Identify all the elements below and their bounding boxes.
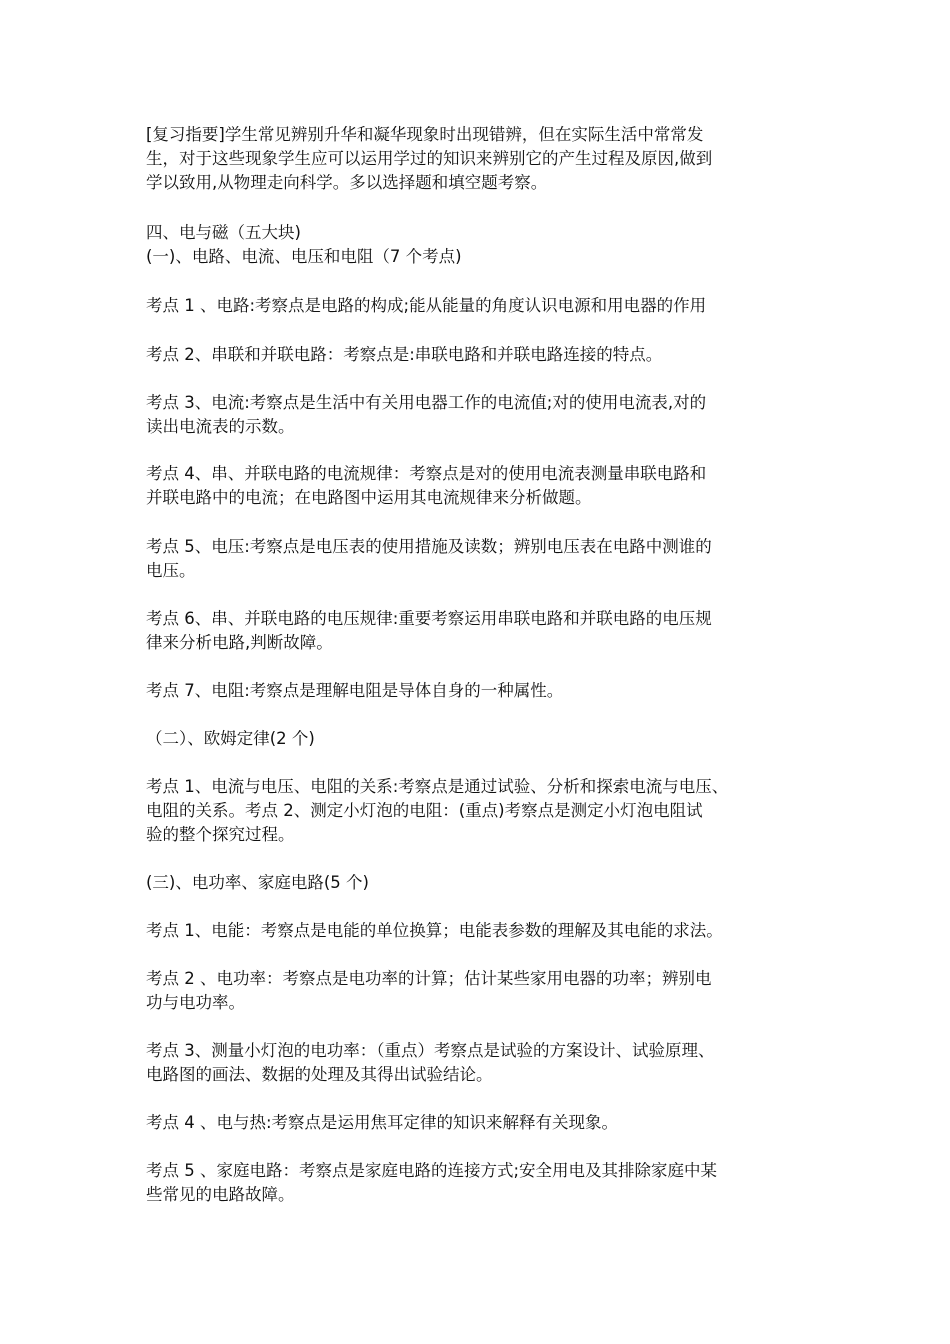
text-line: 功与电功率。 xyxy=(146,993,245,1012)
text-line: 考点 3、测量小灯泡的电功率：（重点）考察点是试验的方案设计、试验原理、 xyxy=(146,1041,715,1060)
text-line: [复习指要]学生常见辨别升华和凝华现象时出现错辨，但在实际生活中常常发 xyxy=(146,125,704,144)
text-line: 考点 5、电压:考察点是电压表的使用措施及读数；辨别电压表在电路中测谁的 xyxy=(146,537,712,556)
text-line: 电路图的画法、数据的处理及其得出试验结论。 xyxy=(146,1065,493,1084)
exam-point-paragraph xyxy=(146,1159,816,1207)
text-line: 考点 7、电阻:考察点是理解电阻是导体自身的一种属性。 xyxy=(146,681,564,700)
text-line: 考点 2 、电功率：考察点是电功率的计算；估计某些家用电器的功率；辨别电 xyxy=(146,969,712,988)
text-line: 些常见的电路故障。 xyxy=(146,1185,295,1204)
text-line: 律来分析电路,判断故障。 xyxy=(146,633,333,652)
text-line: 并联电路中的电流；在电路图中运用其电流规律来分析做题。 xyxy=(146,488,592,507)
text-line: 考点 1、电流与电压、电阻的关系:考察点是通过试验、分析和探索电流与电压、 xyxy=(146,777,729,796)
text-line: 电阻的关系。考点 2、测定小灯泡的电阻：(重点)考察点是测定小灯泡电阻试 xyxy=(146,801,703,820)
text-line: 考点 2、串联和并联电路：考察点是:串联电路和并联电路连接的特点。 xyxy=(146,345,663,364)
text-line: (三)、电功率、家庭电路(5 个) xyxy=(146,873,369,892)
section-heading xyxy=(146,221,816,269)
text-line: 四、电与磁（五大块) xyxy=(146,223,301,242)
text-line: (一)、电路、电流、电压和电阻（7 个考点) xyxy=(146,247,462,266)
exam-point-paragraph xyxy=(146,679,816,703)
section-heading xyxy=(146,871,816,895)
exam-point-paragraph xyxy=(146,1039,816,1087)
text-line: （二）、欧姆定律(2 个) xyxy=(146,729,315,748)
text-line: 电压。 xyxy=(146,561,196,580)
section-heading xyxy=(146,727,816,751)
exam-point-paragraph xyxy=(146,535,816,583)
text-line: 考点 1、电能：考察点是电能的单位换算；电能表参数的理解及其电能的求法。 xyxy=(146,921,723,940)
text-line: 生，对于这些现象学生应可以运用学过的知识来辨别它的产生过程及原因,做到 xyxy=(146,149,713,168)
text-line: 考点 4 、电与热:考察点是运用焦耳定律的知识来解释有关现象。 xyxy=(146,1113,619,1132)
exam-point-paragraph xyxy=(146,462,816,510)
text-line: 考点 4、串、并联电路的电流规律：考察点是对的使用电流表测量串联电路和 xyxy=(146,464,707,483)
exam-point-paragraph xyxy=(146,607,816,655)
text-line: 学以致用,从物理走向科学。多以选择题和填空题考察。 xyxy=(146,173,548,192)
text-line: 读出电流表的示数。 xyxy=(146,417,295,436)
review-guide-paragraph xyxy=(146,123,816,195)
exam-point-paragraph xyxy=(146,967,816,1015)
exam-point-paragraph xyxy=(146,294,816,318)
text-line: 考点 6、串、并联电路的电压规律:重要考察运用串联电路和并联电路的电压规 xyxy=(146,609,712,628)
exam-point-paragraph xyxy=(146,775,816,847)
exam-point-paragraph xyxy=(146,919,816,943)
exam-point-paragraph xyxy=(146,1111,816,1135)
text-line: 考点 3、电流:考察点是生活中有关用电器工作的电流值;对的使用电流表,对的 xyxy=(146,393,707,412)
text-line: 考点 1 、电路:考察点是电路的构成;能从能量的角度认识电源和用电器的作用 xyxy=(146,296,707,315)
text-line: 考点 5 、家庭电路：考察点是家庭电路的连接方式;安全用电及其排除家庭中某 xyxy=(146,1161,718,1180)
exam-point-paragraph xyxy=(146,391,816,439)
exam-point-paragraph xyxy=(146,343,816,367)
text-line: 验的整个探究过程。 xyxy=(146,825,295,844)
